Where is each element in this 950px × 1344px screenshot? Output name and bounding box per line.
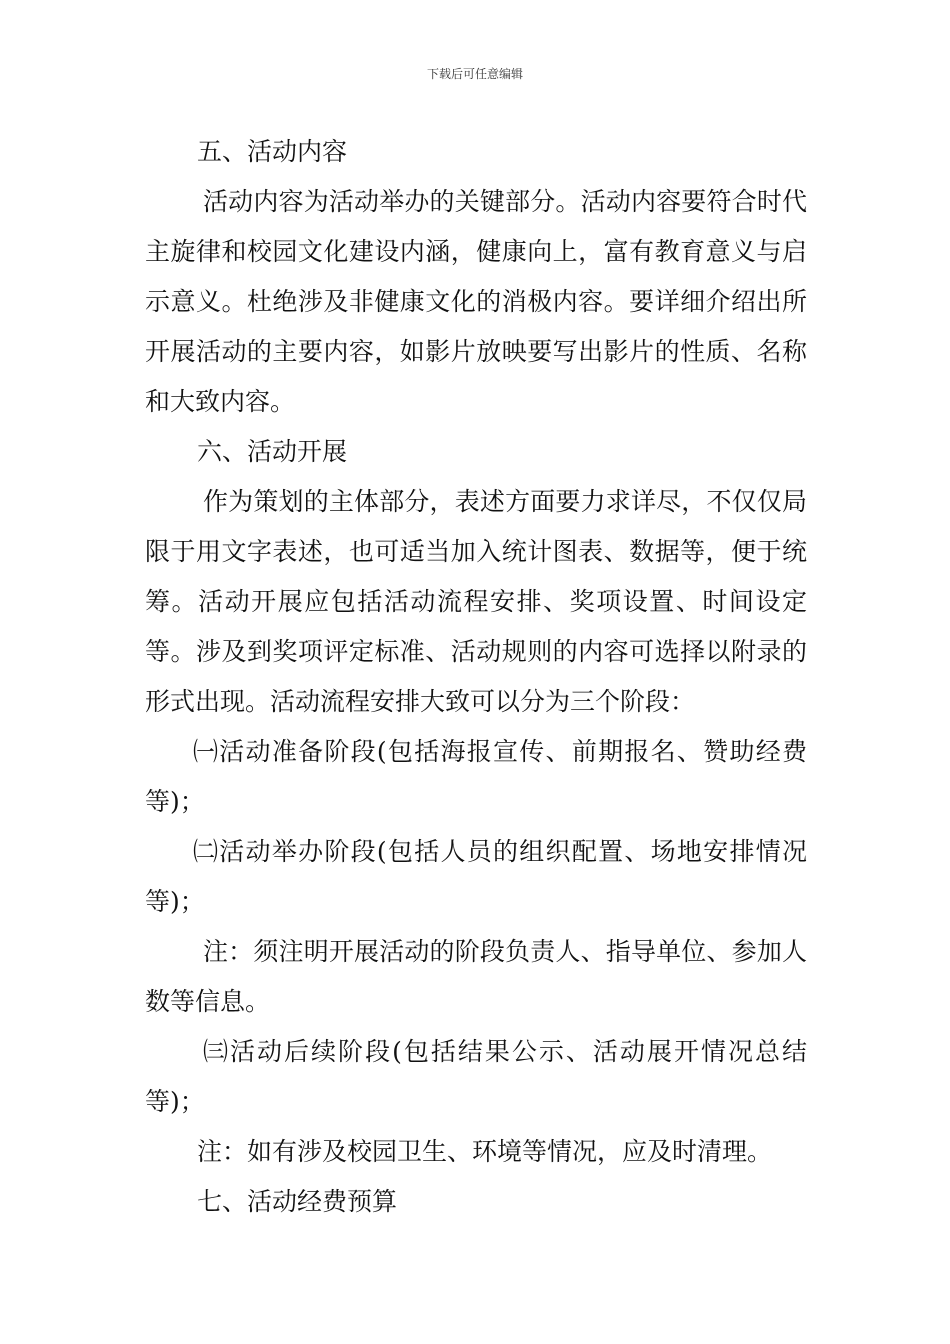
section-heading-budget: 七、活动经费预算	[197, 1187, 398, 1216]
paragraph-content-description: 活动内容为活动举办的关键部分。活动内容要符合时代主旋律和校园文化建设内涵，健康向上，富有教育意义与启示意义。杜绝涉及非健康文化的消极内容。要详细介绍出所开展活动的主要内容，如影片放映要写出影片的性质、名称和大致内容。	[145, 187, 807, 416]
note-stage-2: 注：须注明开展活动的阶段负责人、指导单位、参加人数等信息。	[145, 937, 807, 1016]
section-heading-content: 五、活动内容	[197, 137, 348, 166]
page-header: 下载后可任意编辑	[426, 67, 523, 81]
section-heading-activity: 六、活动开展	[197, 437, 348, 466]
list-item-stage-3: ㈢活动后续阶段(包括结果公示、活动展开情况总结等)；	[145, 1037, 807, 1116]
note-hygiene: 注：如有涉及校园卫生、环境等情况，应及时清理。	[197, 1137, 773, 1166]
list-item-stage-2: ㈡活动举办阶段(包括人员的组织配置、场地安排情况等)；	[145, 837, 807, 916]
paragraph-activity-description: 作为策划的主体部分，表述方面要力求详尽，不仅仅局限于用文字表述，也可适当加入统计图表、数据等，便于统筹。活动开展应包括活动流程安排、奖项设置、时间设定等。涉及到奖项评定标准、活动规则的内容可选择以附录的形式出现。活动流程安排大致可以分为三个阶段：	[145, 487, 807, 716]
document-body	[145, 127, 807, 1227]
list-item-stage-1: ㈠活动准备阶段(包括海报宣传、前期报名、赞助经费等)；	[145, 737, 807, 816]
